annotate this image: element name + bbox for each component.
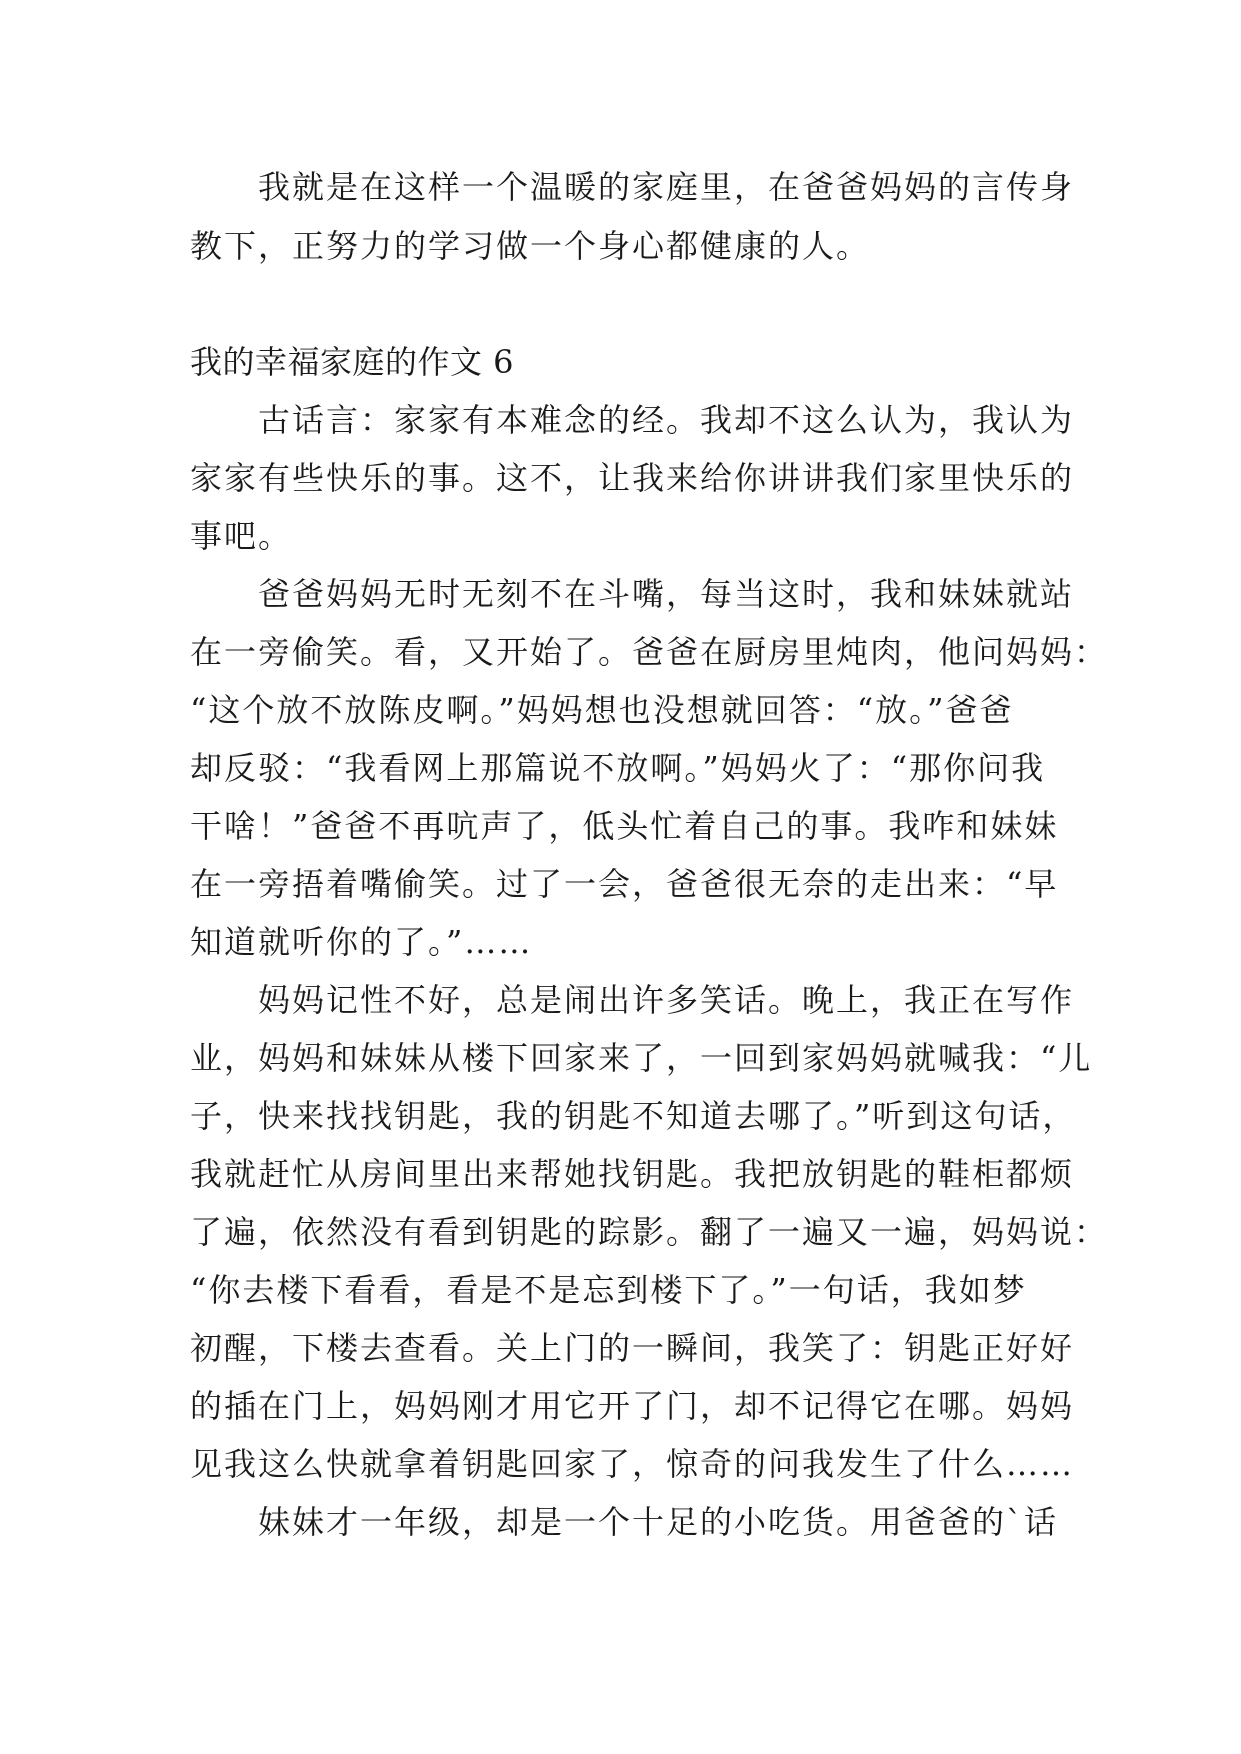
paragraph-line: 见我这么快就拿着钥匙回家了，惊奇的问我发生了什么…… [190, 1445, 1075, 1483]
paragraph-line: 却反驳：“我看网上那篇说不放啊。”妈妈火了：“那你问我 [190, 749, 1046, 787]
paragraph-line: 在一旁偷笑。看，又开始了。爸爸在厨房里炖肉，他问妈妈： [190, 633, 1109, 671]
paragraph-line: 初醒，下楼去查看。关上门的一瞬间，我笑了：钥匙正好好 [190, 1329, 1075, 1367]
paragraph-line: 了遍，依然没有看到钥匙的踪影。翻了一遍又一遍，妈妈说： [190, 1213, 1109, 1251]
paragraph-line: 业，妈妈和妹妹从楼下回家来了，一回到家妈妈就喊我：“儿 [190, 1039, 1093, 1077]
paragraph-line: 古话言：家家有本难念的经。我却不这么认为，我认为 [190, 401, 1075, 439]
paragraph-line: 我就赶忙从房间里出来帮她找钥匙。我把放钥匙的鞋柜都烦 [190, 1155, 1075, 1193]
paragraph-line: 家家有些快乐的事。这不，让我来给你讲讲我们家里快乐的 [190, 459, 1075, 497]
paragraph-line: 我就是在这样一个温暖的家庭里，在爸爸妈妈的言传身 [190, 168, 1075, 206]
paragraph-line: 妹妹才一年级，却是一个十足的小吃货。用爸爸的`话 [190, 1503, 1059, 1541]
paragraph-line: 教下，正努力的学习做一个身心都健康的人。 [190, 227, 871, 265]
paragraph-line: 事吧。 [190, 517, 293, 555]
paragraph-line: “这个放不放陈皮啊。”妈妈想也没想就回答：“放。”爸爸 [190, 691, 1014, 729]
paragraph-line: 子，快来找找钥匙，我的钥匙不知道去哪了。”听到这句话， [190, 1097, 1077, 1135]
paragraph-line: 在一旁捂着嘴偷笑。过了一会，爸爸很无奈的走出来：“早 [190, 865, 1059, 903]
paragraph-line: 的插在门上，妈妈刚才用它开了门，却不记得它在哪。妈妈 [190, 1387, 1075, 1425]
paragraph-line: “你去楼下看看，看是不是忘到楼下了。”一句话，我如梦 [190, 1271, 1027, 1309]
paragraph-line: 妈妈记性不好，总是闹出许多笑话。晚上，我正在写作 [190, 981, 1075, 1019]
section-title: 我的幸福家庭的作文 6 [190, 343, 515, 381]
paragraph-line: 爸爸妈妈无时无刻不在斗嘴，每当这时，我和妹妹就站 [190, 575, 1075, 613]
paragraph-line: 干啥！”爸爸不再吭声了，低头忙着自己的事。我咋和妹妹 [190, 807, 1059, 845]
paragraph-line: 知道就听你的了。”…… [190, 923, 533, 961]
